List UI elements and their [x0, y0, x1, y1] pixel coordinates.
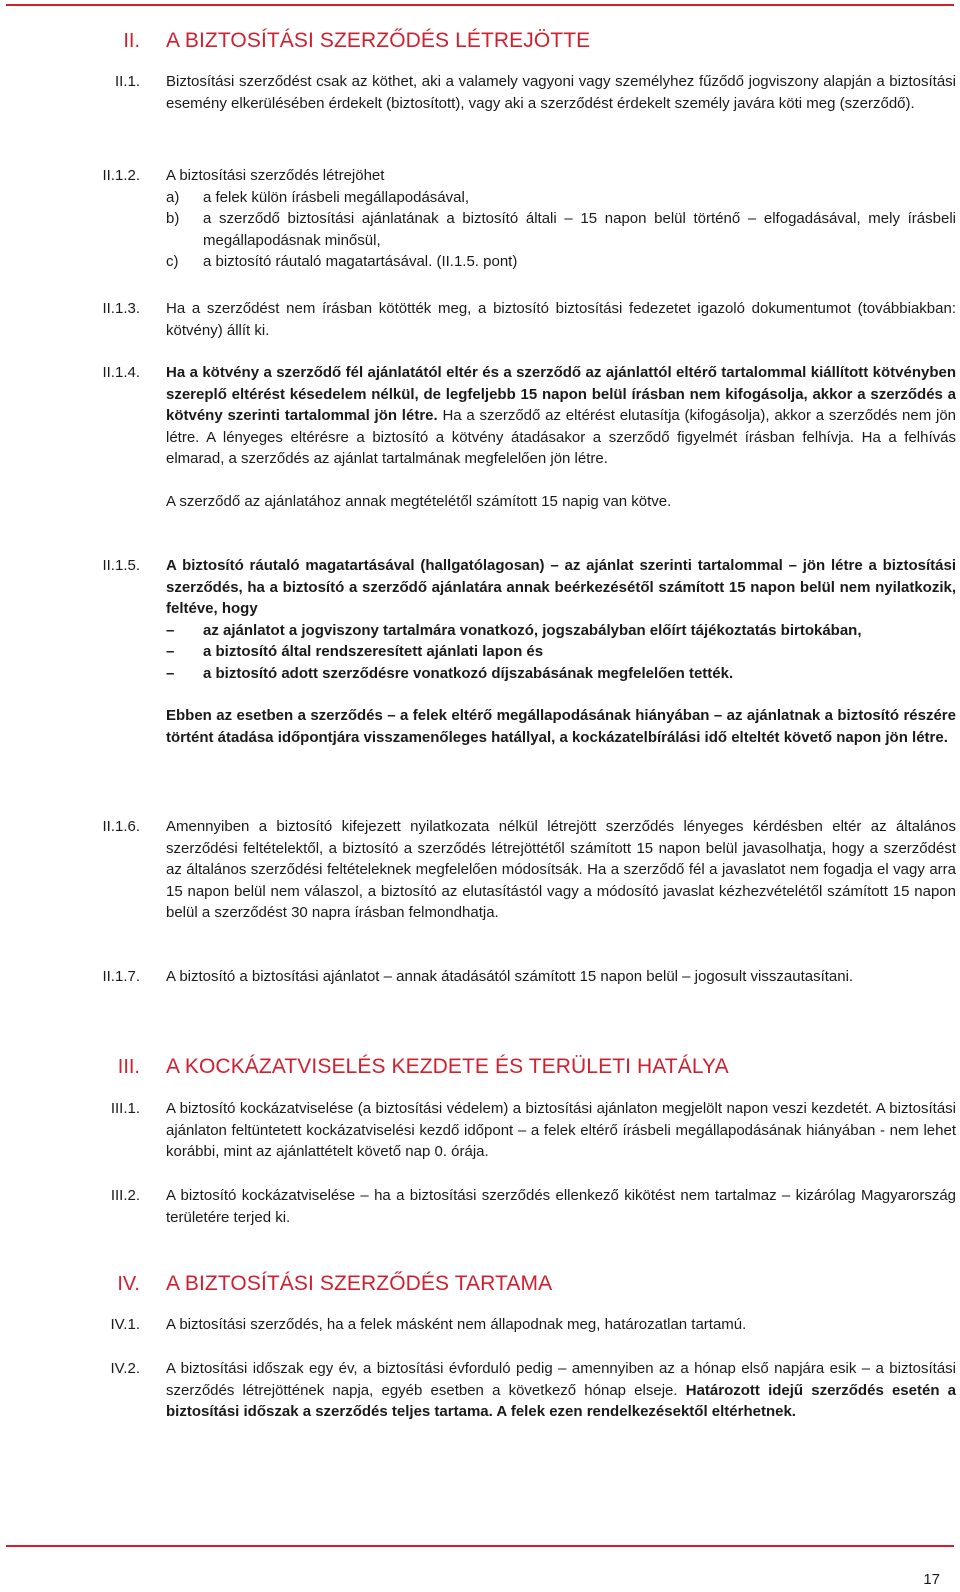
paragraph-intro: A biztosító ráutaló magatartásával (hallgatólagosan) – az ajánlat szerinti tartalommal – jön létre a biztosítási szerződés, ha a biztosító a szerződő ajánlatára annak beérkezésétől számított 15 napon belül nem nyilatkozik, feltéve, hogy: [166, 557, 956, 617]
paragraph-text: Biztosítási szerződést csak az köthet, aki a valamely vagyoni vagy személyhez fűződő jogviszony alapján a biztosítási esemény elkerülésében érdekelt (biztosított), vagy aki a szerződést érdekelt személy javára köti meg (szerződő).: [166, 73, 956, 112]
paragraph-number: II.1.3.: [102, 300, 140, 317]
paragraph-closing: Ebben az esetben a szerződés – a felek eltérő megállapodásának hiányában – az ajánlatnak a biztosító részére történt átadása időpontjára visszamenőleges hatállyal, a kockázatelbírálási idő elteltét követő napon jön létre.: [166, 707, 956, 746]
paragraph-number: II.1.5.: [102, 557, 140, 574]
list-text: az ajánlatot a jogviszony tartalmára vonatkozó, jogszabályban előírt tájékoztatás birtokában,: [203, 621, 862, 639]
paragraph-number: III.2.: [110, 1187, 140, 1204]
paragraph-number: IV.1.: [110, 1316, 140, 1333]
section-title: A BIZTOSÍTÁSI SZERZŐDÉS TARTAMA: [166, 1272, 553, 1295]
paragraph-number: III.1.: [110, 1100, 140, 1117]
paragraph-note: A szerződő az ajánlatához annak megtételétől számított 15 napig van kötve.: [166, 492, 672, 510]
list-item: [166, 187, 956, 209]
list-item: [166, 620, 956, 642]
list-text: a biztosító ráutaló magatartásával. (II.1.5. pont): [203, 253, 518, 270]
list-marker: c): [166, 253, 179, 270]
section-number: III.: [117, 1056, 140, 1078]
paragraph-number: II.1.: [114, 73, 140, 90]
list-text: a szerződő biztosítási ajánlatának a biztosító általi – 15 napon belül történő – elfogadásával, mely írásbeli megállapodásnak minősül,: [203, 210, 956, 249]
list-item: [166, 251, 956, 273]
list-marker: –: [166, 621, 175, 639]
paragraph-number: II.1.6.: [102, 818, 140, 835]
paragraph-text: [166, 362, 956, 470]
list-item: [166, 208, 956, 251]
paragraph-text: A biztosító kockázatviselése (a biztosítási védelem) a biztosítási ajánlaton megjelölt napon veszi kezdetét. A biztosítási ajánlaton feltüntetett kockázatviselési kezdő időpont – a felek eltérő írásbeli megállapodásának hiányában - nem lehet korábbi, mint az ajánlattételt követő nap 0. órája.: [166, 1100, 956, 1160]
paragraph-intro: A biztosítási szerződés létrejöhet: [166, 167, 385, 184]
paragraph-number: II.1.7.: [102, 968, 140, 985]
paragraph-text: A biztosító kockázatviselése – ha a biztosítási szerződés ellenkező kikötést nem tartalmaz – kizárólag Magyarország területére terjed ki.: [166, 1187, 956, 1226]
top-rule: [6, 4, 954, 6]
section-number: II.: [123, 30, 140, 52]
list-text: a felek külön írásbeli megállapodásával,: [203, 188, 469, 206]
bold-text: Határozott idejű szerződés esetén a biztosítási időszak a szerződés teljes tartama. A felek ezen rendelkezésektől eltérhetnek.: [166, 1381, 957, 1420]
paragraph-text: Amennyiben a biztosító kifejezett nyilatkozata nélkül létrejött szerződés lényeges kérdésben eltér az általános szerződési feltételektől, a biztosító a szerződés létrejöttétől számított 15 napon belül javasolhatja, hogy a szerződést az általános szerződési feltételeknek megfelelően módosítsák. Ha a szerződő fél a javaslatot nem fogadja el vagy arra 15 napon belül nem válaszol, a biztosító az elutasítástól vagy a módosító javaslat kézhezvételétől számított 15 napon belül a szerződést 30 napra írásban felmondhatja.: [166, 818, 956, 921]
paragraph-text: A biztosítási szerződés, ha a felek másként nem állapodnak meg, határozatlan tartamú.: [166, 1316, 747, 1333]
paragraph-number: IV.2.: [110, 1360, 140, 1377]
section-number: IV.: [117, 1273, 140, 1295]
paragraph-text: [166, 1358, 956, 1423]
list-marker: b): [166, 210, 180, 227]
paragraph-number: II.1.4.: [102, 364, 140, 381]
bottom-rule: [6, 1545, 954, 1547]
section-title: A BIZTOSÍTÁSI SZERZŐDÉS LÉTREJÖTTE: [166, 29, 591, 52]
bold-text: Ha a kötvény a szerződő fél ajánlatától eltér és a szerződő az ajánlattól eltérő tartalommal kiállított kötvényben szereplő eltérést késedelem nélkül, de legfeljebb 15 napon belül írásban nem kifogásolja, akkor a szerződés a kötvény szerinti tartalommal jön létre.: [166, 364, 956, 424]
paragraph-text: A biztosító a biztosítási ajánlatot – annak átadásától számított 15 napon belül – jogosult visszautasítani.: [166, 968, 854, 985]
list-marker: –: [166, 643, 175, 660]
regular-text: A biztosítási időszak egy év, a biztosítási évforduló pedig – amennyiben az a hónap első napjára esik – a biztosítási szerződés létrejöttének napja, egyéb esetben a következő hónap elseje.: [166, 1360, 956, 1399]
section-title: A KOCKÁZATVISELÉS KEZDETE ÉS TERÜLETI HATÁLYA: [166, 1055, 729, 1078]
list-item: [166, 641, 956, 663]
list-text: a biztosító adott szerződésre vonatkozó díjszabásának megfelelően tették.: [203, 664, 734, 682]
list-marker: –: [166, 664, 175, 682]
page-number: 17: [923, 1571, 940, 1588]
paragraph-number: II.1.2.: [102, 167, 140, 184]
list-item: [166, 663, 956, 685]
regular-text: Ha a szerződő az eltérést elutasítja (kifogásolja), akkor a szerződés nem jön létre. A lényeges eltérésre a biztosító a kötvény átadásakor a szerződő figyelmét írásban felhívja. Ha a felhívás elmarad, a szerződés az ajánlat tartalmának megfelelően jön létre.: [166, 407, 957, 467]
list-marker: a): [166, 188, 180, 206]
list-text: a biztosító által rendszeresített ajánlati lapon és: [203, 643, 544, 660]
paragraph-text: Ha a szerződést nem írásban kötötték meg, a biztosító biztosítási fedezetet igazoló dokumentumot (továbbiakban: kötvény) állít ki.: [166, 300, 956, 339]
